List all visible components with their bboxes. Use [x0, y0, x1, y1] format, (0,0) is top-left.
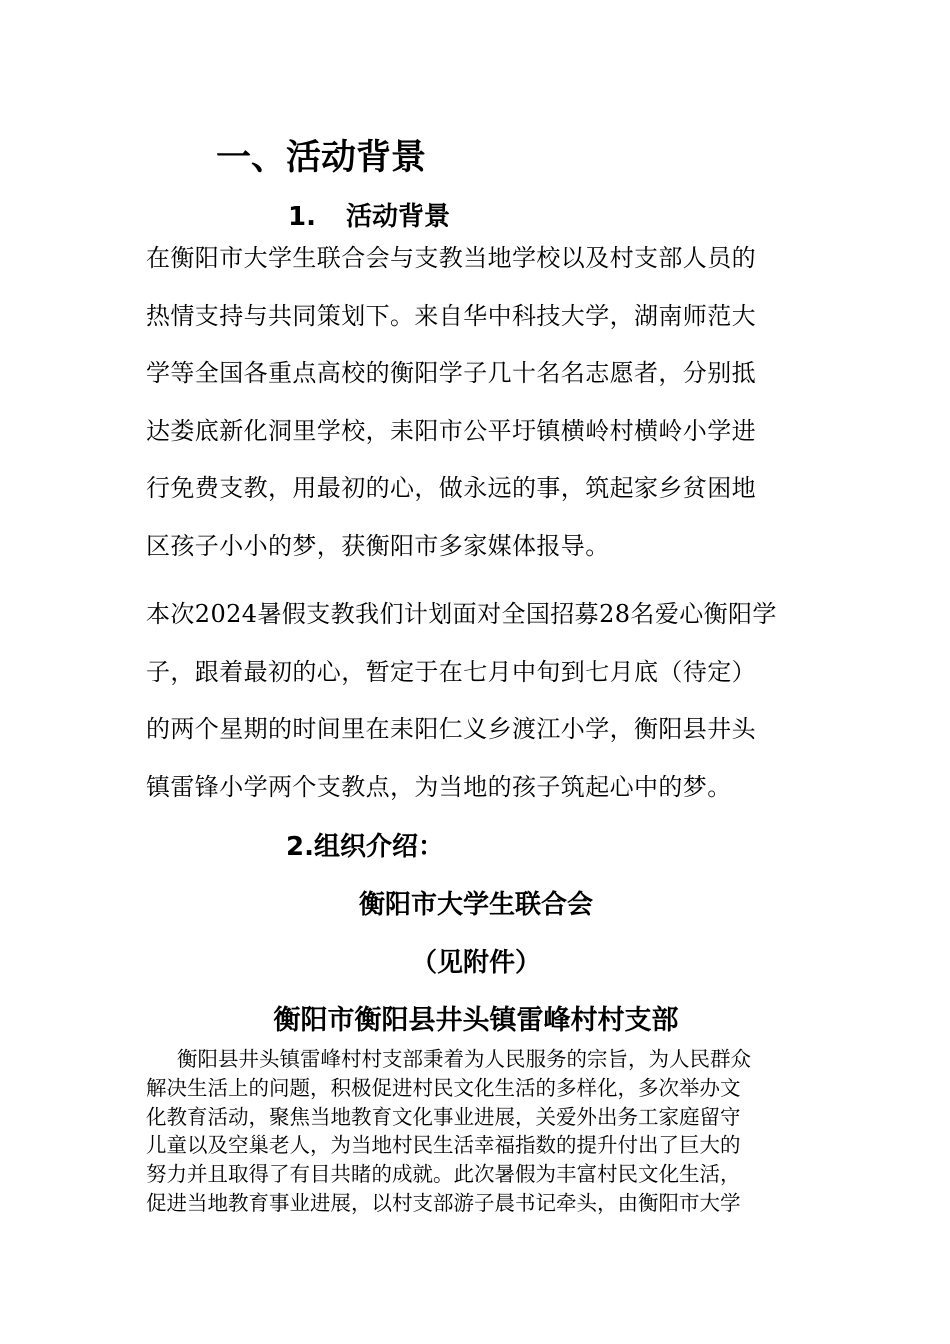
subheading-title: 活动背景 — [346, 202, 451, 232]
paragraph-line: 促进当地教育事业进展，以村支部游子晨书记牵头，由衡阳市大学 — [146, 1190, 741, 1215]
subheading-number: 1. — [288, 202, 316, 232]
paragraph-line: 化教育活动，聚焦当地教育文化事业进展，关爱外出务工家庭留守 — [146, 1104, 741, 1129]
paragraph-line: 热情支持与共同策划下。来自华中科技大学，湖南师范大 — [146, 301, 756, 330]
paragraph-line: 区孩子小小的梦，获衡阳市多家媒体报导。 — [146, 531, 610, 560]
heading-organization-intro: 2.组织介绍： — [286, 832, 444, 862]
paragraph-line: 解决生活上的问题，积极促进村民文化生活的多样化，多次举办文 — [146, 1075, 741, 1100]
paragraph-line: 在衡阳市大学生联合会与支教当地学校以及村支部人员的 — [146, 244, 756, 272]
paragraph-line: 衡阳县井头镇雷峰村村支部秉着为人民服务的宗旨，为人民群众 — [177, 1047, 751, 1071]
heading-activity-background: 一、活动背景 — [216, 138, 427, 178]
plan-paragraph — [146, 586, 826, 816]
paragraph-line: 行免费支教，用最初的心，做永远的事，筑起家乡贫困地 — [146, 474, 756, 502]
org2-title: 衡阳市衡阳县井头镇雷峰村村支部 — [273, 1005, 679, 1036]
background-paragraph — [146, 230, 826, 575]
paragraph-line: 达娄底新化洞里学校，耒阳市公平圩镇横岭村横岭小学进 — [146, 416, 756, 445]
org1-title: 衡阳市大学生联合会 — [358, 890, 593, 920]
org1-attachment-note: （见附件） — [410, 948, 541, 978]
paragraph-line: 本次2024暑假支教我们计划面对全国招募28名爱心衡阳学 — [146, 600, 777, 628]
paragraph-line: 学等全国各重点高校的衡阳学子几十名名志愿者，分别抵 — [146, 359, 756, 387]
paragraph-line: 镇雷锋小学两个支教点，为当地的孩子筑起心中的梦。 — [146, 772, 732, 801]
paragraph-line: 努力并且取得了有目共睹的成就。此次暑假为丰富村民文化生活， — [146, 1162, 741, 1187]
paragraph-line: 儿童以及空巢老人，为当地村民生活幸福指数的提升付出了巨大的 — [146, 1133, 741, 1158]
paragraph-line: 的两个星期的时间里在耒阳仁义乡渡江小学，衡阳县井头 — [146, 715, 756, 743]
org2-paragraph — [146, 1045, 814, 1218]
paragraph-line: 子，跟着最初的心，暂定于在七月中旬到七月底（待定） — [146, 657, 756, 686]
